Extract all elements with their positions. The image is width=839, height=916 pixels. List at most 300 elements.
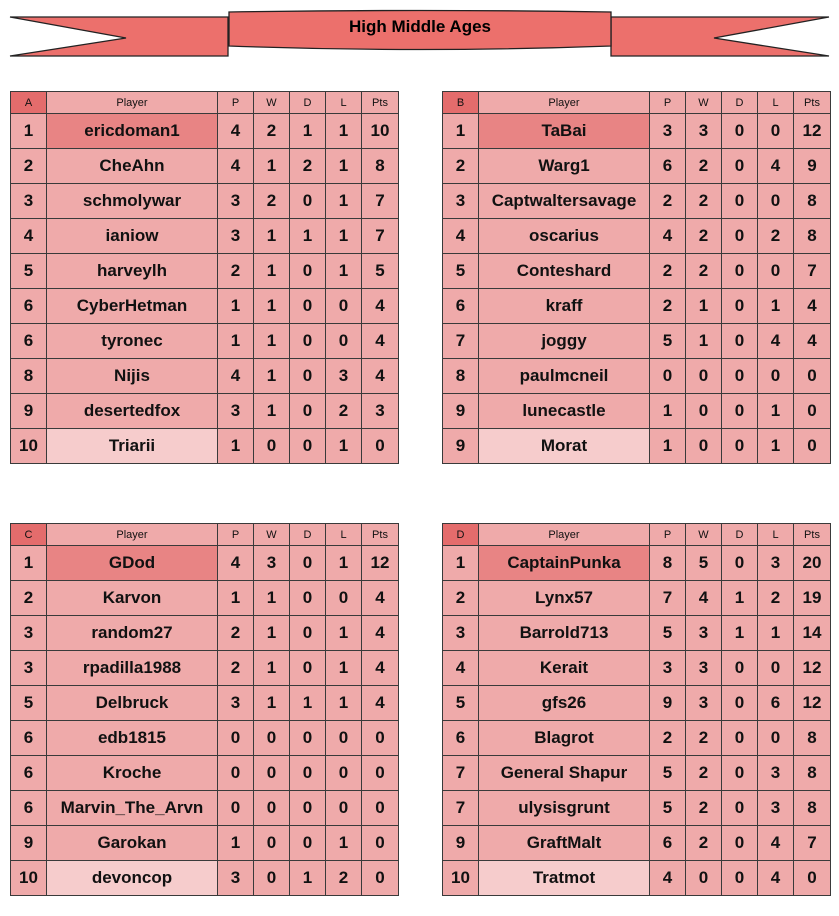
rank-cell: 6 (11, 289, 47, 324)
wins-cell: 3 (686, 686, 722, 721)
losses-cell: 1 (326, 149, 362, 184)
column-header-w: W (254, 92, 290, 114)
losses-cell: 3 (758, 756, 794, 791)
column-header-w: W (686, 92, 722, 114)
points-cell: 0 (794, 359, 831, 394)
rank-cell: 3 (11, 651, 47, 686)
draws-cell: 0 (290, 756, 326, 791)
table-row (443, 721, 831, 756)
draws-cell: 0 (290, 254, 326, 289)
ribbon-tail-left (10, 17, 228, 56)
table-row (11, 114, 399, 149)
page-title: High Middle Ages (349, 17, 491, 36)
group-label: A (11, 92, 47, 114)
column-header-player: Player (479, 92, 650, 114)
draws-cell: 1 (722, 581, 758, 616)
player-name-cell: Garokan (47, 826, 218, 861)
wins-cell: 0 (686, 359, 722, 394)
played-cell: 0 (650, 359, 686, 394)
column-header-player: Player (47, 92, 218, 114)
played-cell: 1 (218, 826, 254, 861)
losses-cell: 2 (758, 219, 794, 254)
table-row (443, 219, 831, 254)
player-name-cell: CheAhn (47, 149, 218, 184)
losses-cell: 1 (326, 184, 362, 219)
draws-cell: 0 (722, 394, 758, 429)
played-cell: 3 (218, 184, 254, 219)
draws-cell: 2 (290, 149, 326, 184)
losses-cell: 3 (758, 791, 794, 826)
player-name-cell: kraff (479, 289, 650, 324)
group-label: B (443, 92, 479, 114)
played-cell: 2 (650, 184, 686, 219)
column-header-l: L (758, 524, 794, 546)
wins-cell: 1 (254, 394, 290, 429)
player-name-cell: Nijis (47, 359, 218, 394)
wins-cell: 1 (254, 149, 290, 184)
player-name-cell: harveylh (47, 254, 218, 289)
column-header-w: W (254, 524, 290, 546)
wins-cell: 1 (254, 289, 290, 324)
points-cell: 4 (362, 651, 399, 686)
draws-cell: 0 (290, 791, 326, 826)
rank-cell: 4 (443, 651, 479, 686)
rank-cell: 3 (443, 616, 479, 651)
points-cell: 4 (362, 686, 399, 721)
rank-cell: 6 (11, 791, 47, 826)
points-cell: 12 (794, 114, 831, 149)
points-cell: 0 (794, 429, 831, 464)
played-cell: 2 (650, 721, 686, 756)
played-cell: 5 (650, 756, 686, 791)
table-row (11, 616, 399, 651)
group-c-table (10, 523, 399, 896)
player-name-cell: ericdoman1 (47, 114, 218, 149)
played-cell: 1 (218, 324, 254, 359)
rank-cell: 6 (11, 721, 47, 756)
player-name-cell: joggy (479, 324, 650, 359)
header-row (11, 92, 399, 114)
points-cell: 0 (794, 394, 831, 429)
wins-cell: 1 (254, 254, 290, 289)
rank-cell: 7 (443, 324, 479, 359)
wins-cell: 3 (686, 616, 722, 651)
player-name-cell: rpadilla1988 (47, 651, 218, 686)
table-row (11, 756, 399, 791)
column-header-d: D (290, 524, 326, 546)
player-name-cell: Barrold713 (479, 616, 650, 651)
player-name-cell: gfs26 (479, 686, 650, 721)
played-cell: 5 (650, 324, 686, 359)
player-name-cell: Conteshard (479, 254, 650, 289)
player-name-cell: Karvon (47, 581, 218, 616)
table-row (11, 651, 399, 686)
draws-cell: 0 (290, 651, 326, 686)
wins-cell: 5 (686, 546, 722, 581)
losses-cell: 0 (758, 254, 794, 289)
losses-cell: 4 (758, 149, 794, 184)
played-cell: 7 (650, 581, 686, 616)
player-name-cell: GraftMalt (479, 826, 650, 861)
played-cell: 4 (650, 861, 686, 896)
draws-cell: 0 (722, 184, 758, 219)
wins-cell: 2 (254, 114, 290, 149)
points-cell: 7 (794, 826, 831, 861)
losses-cell: 1 (326, 254, 362, 289)
column-header-p: P (218, 524, 254, 546)
player-name-cell: edb1815 (47, 721, 218, 756)
rank-cell: 7 (443, 791, 479, 826)
wins-cell: 3 (254, 546, 290, 581)
points-cell: 0 (362, 791, 399, 826)
wins-cell: 2 (686, 254, 722, 289)
table-row (443, 581, 831, 616)
played-cell: 5 (650, 616, 686, 651)
played-cell: 4 (218, 546, 254, 581)
rank-cell: 6 (11, 756, 47, 791)
losses-cell: 2 (326, 394, 362, 429)
player-name-cell: Kroche (47, 756, 218, 791)
points-cell: 0 (362, 861, 399, 896)
player-name-cell: random27 (47, 616, 218, 651)
table-row (443, 254, 831, 289)
header-row (443, 524, 831, 546)
draws-cell: 0 (722, 219, 758, 254)
played-cell: 6 (650, 149, 686, 184)
points-cell: 0 (362, 756, 399, 791)
losses-cell: 1 (326, 546, 362, 581)
draws-cell: 0 (722, 114, 758, 149)
losses-cell: 0 (326, 581, 362, 616)
draws-cell: 0 (722, 546, 758, 581)
column-header-l: L (326, 524, 362, 546)
rank-cell: 4 (11, 219, 47, 254)
player-name-cell: Morat (479, 429, 650, 464)
table-row (443, 429, 831, 464)
points-cell: 9 (794, 149, 831, 184)
column-header-pts: Pts (794, 524, 831, 546)
table-row (443, 826, 831, 861)
ribbon-tail-right (611, 17, 829, 56)
played-cell: 1 (218, 289, 254, 324)
points-cell: 0 (362, 721, 399, 756)
wins-cell: 0 (254, 721, 290, 756)
points-cell: 4 (362, 581, 399, 616)
player-name-cell: desertedfox (47, 394, 218, 429)
player-name-cell: Triarii (47, 429, 218, 464)
points-cell: 7 (362, 219, 399, 254)
points-cell: 7 (794, 254, 831, 289)
played-cell: 1 (650, 394, 686, 429)
wins-cell: 0 (254, 429, 290, 464)
losses-cell: 0 (758, 114, 794, 149)
player-name-cell: General Shapur (479, 756, 650, 791)
player-name-cell: CyberHetman (47, 289, 218, 324)
wins-cell: 1 (686, 289, 722, 324)
player-name-cell: lunecastle (479, 394, 650, 429)
points-cell: 4 (794, 289, 831, 324)
rank-cell: 3 (11, 184, 47, 219)
losses-cell: 4 (758, 861, 794, 896)
losses-cell: 1 (758, 429, 794, 464)
table-row (11, 219, 399, 254)
table-row (443, 861, 831, 896)
losses-cell: 0 (326, 721, 362, 756)
rank-cell: 5 (443, 686, 479, 721)
table-row (11, 429, 399, 464)
draws-cell: 0 (722, 324, 758, 359)
wins-cell: 2 (686, 184, 722, 219)
rank-cell: 5 (11, 686, 47, 721)
draws-cell: 1 (290, 686, 326, 721)
points-cell: 12 (362, 546, 399, 581)
table-row (11, 254, 399, 289)
rank-cell: 10 (11, 429, 47, 464)
played-cell: 3 (218, 861, 254, 896)
table-row (443, 686, 831, 721)
wins-cell: 1 (254, 324, 290, 359)
column-header-d: D (722, 92, 758, 114)
losses-cell: 6 (758, 686, 794, 721)
losses-cell: 0 (326, 324, 362, 359)
wins-cell: 0 (686, 429, 722, 464)
player-name-cell: Marvin_The_Arvn (47, 791, 218, 826)
losses-cell: 0 (326, 289, 362, 324)
column-header-p: P (218, 92, 254, 114)
wins-cell: 1 (254, 686, 290, 721)
played-cell: 3 (218, 686, 254, 721)
group-label: D (443, 524, 479, 546)
points-cell: 8 (794, 791, 831, 826)
rank-cell: 10 (443, 861, 479, 896)
wins-cell: 0 (254, 826, 290, 861)
table-row (443, 324, 831, 359)
losses-cell: 1 (758, 616, 794, 651)
column-header-l: L (326, 92, 362, 114)
losses-cell: 0 (326, 756, 362, 791)
wins-cell: 1 (254, 219, 290, 254)
draws-cell: 0 (722, 359, 758, 394)
group-label: C (11, 524, 47, 546)
draws-cell: 0 (290, 324, 326, 359)
rank-cell: 8 (11, 359, 47, 394)
column-header-pts: Pts (362, 524, 399, 546)
draws-cell: 0 (722, 254, 758, 289)
wins-cell: 2 (686, 826, 722, 861)
table-row (11, 721, 399, 756)
played-cell: 3 (650, 114, 686, 149)
column-header-p: P (650, 524, 686, 546)
column-header-d: D (722, 524, 758, 546)
played-cell: 2 (650, 289, 686, 324)
table-row (11, 149, 399, 184)
draws-cell: 1 (290, 861, 326, 896)
draws-cell: 0 (290, 826, 326, 861)
losses-cell: 4 (758, 826, 794, 861)
losses-cell: 4 (758, 324, 794, 359)
player-name-cell: Warg1 (479, 149, 650, 184)
player-name-cell: Kerait (479, 651, 650, 686)
wins-cell: 0 (686, 861, 722, 896)
rank-cell: 6 (443, 721, 479, 756)
rank-cell: 3 (11, 616, 47, 651)
wins-cell: 2 (686, 721, 722, 756)
draws-cell: 0 (722, 861, 758, 896)
rank-cell: 9 (11, 826, 47, 861)
player-name-cell: Delbruck (47, 686, 218, 721)
played-cell: 0 (218, 756, 254, 791)
table-row (11, 581, 399, 616)
wins-cell: 1 (254, 616, 290, 651)
draws-cell: 0 (290, 359, 326, 394)
losses-cell: 0 (758, 184, 794, 219)
table-row (11, 394, 399, 429)
table-row (443, 651, 831, 686)
played-cell: 4 (650, 219, 686, 254)
table-row (11, 686, 399, 721)
wins-cell: 2 (686, 149, 722, 184)
rank-cell: 3 (443, 184, 479, 219)
losses-cell: 1 (326, 114, 362, 149)
table-row (11, 184, 399, 219)
played-cell: 1 (218, 429, 254, 464)
losses-cell: 1 (326, 651, 362, 686)
player-name-cell: GDod (47, 546, 218, 581)
points-cell: 4 (362, 289, 399, 324)
played-cell: 3 (650, 651, 686, 686)
table-row (11, 861, 399, 896)
draws-cell: 0 (290, 546, 326, 581)
points-cell: 8 (794, 184, 831, 219)
rank-cell: 6 (443, 289, 479, 324)
player-name-cell: Lynx57 (479, 581, 650, 616)
draws-cell: 1 (722, 616, 758, 651)
played-cell: 8 (650, 546, 686, 581)
losses-cell: 1 (758, 394, 794, 429)
points-cell: 19 (794, 581, 831, 616)
player-name-cell: Blagrot (479, 721, 650, 756)
draws-cell: 0 (290, 581, 326, 616)
rank-cell: 4 (443, 219, 479, 254)
table-row (11, 826, 399, 861)
player-name-cell: schmolywar (47, 184, 218, 219)
draws-cell: 0 (290, 289, 326, 324)
rank-cell: 1 (11, 114, 47, 149)
rank-cell: 1 (443, 114, 479, 149)
wins-cell: 4 (686, 581, 722, 616)
points-cell: 20 (794, 546, 831, 581)
player-name-cell: paulmcneil (479, 359, 650, 394)
points-cell: 4 (362, 359, 399, 394)
draws-cell: 0 (722, 429, 758, 464)
group-a-table (10, 91, 399, 464)
player-name-cell: Tratmot (479, 861, 650, 896)
played-cell: 4 (218, 359, 254, 394)
player-name-cell: CaptainPunka (479, 546, 650, 581)
draws-cell: 0 (290, 616, 326, 651)
rank-cell: 2 (11, 581, 47, 616)
losses-cell: 2 (758, 581, 794, 616)
player-name-cell: oscarius (479, 219, 650, 254)
draws-cell: 0 (722, 686, 758, 721)
wins-cell: 3 (686, 651, 722, 686)
rank-cell: 1 (11, 546, 47, 581)
player-name-cell: Captwaltersavage (479, 184, 650, 219)
draws-cell: 0 (290, 721, 326, 756)
rank-cell: 9 (11, 394, 47, 429)
draws-cell: 1 (290, 219, 326, 254)
losses-cell: 0 (758, 651, 794, 686)
played-cell: 1 (218, 581, 254, 616)
wins-cell: 2 (254, 184, 290, 219)
draws-cell: 0 (722, 756, 758, 791)
player-name-cell: ianiow (47, 219, 218, 254)
header-row (11, 524, 399, 546)
points-cell: 0 (794, 861, 831, 896)
column-header-p: P (650, 92, 686, 114)
draws-cell: 0 (722, 826, 758, 861)
rank-cell: 2 (11, 149, 47, 184)
points-cell: 8 (362, 149, 399, 184)
losses-cell: 3 (758, 546, 794, 581)
points-cell: 10 (362, 114, 399, 149)
losses-cell: 0 (326, 791, 362, 826)
points-cell: 4 (362, 324, 399, 359)
table-row (11, 791, 399, 826)
column-header-l: L (758, 92, 794, 114)
draws-cell: 0 (722, 791, 758, 826)
losses-cell: 1 (326, 616, 362, 651)
rank-cell: 9 (443, 826, 479, 861)
player-name-cell: tyronec (47, 324, 218, 359)
table-row (443, 394, 831, 429)
points-cell: 14 (794, 616, 831, 651)
table-row (443, 359, 831, 394)
table-row (443, 184, 831, 219)
played-cell: 2 (218, 616, 254, 651)
player-name-cell: TaBai (479, 114, 650, 149)
table-row (443, 149, 831, 184)
points-cell: 0 (362, 429, 399, 464)
draws-cell: 0 (290, 394, 326, 429)
points-cell: 8 (794, 219, 831, 254)
played-cell: 0 (218, 721, 254, 756)
table-row (11, 289, 399, 324)
player-name-cell: devoncop (47, 861, 218, 896)
points-cell: 0 (362, 826, 399, 861)
table-row (443, 546, 831, 581)
played-cell: 9 (650, 686, 686, 721)
column-header-d: D (290, 92, 326, 114)
played-cell: 4 (218, 114, 254, 149)
wins-cell: 0 (254, 756, 290, 791)
draws-cell: 0 (722, 721, 758, 756)
rank-cell: 9 (443, 394, 479, 429)
points-cell: 12 (794, 686, 831, 721)
points-cell: 8 (794, 721, 831, 756)
rank-cell: 8 (443, 359, 479, 394)
wins-cell: 0 (254, 791, 290, 826)
column-header-w: W (686, 524, 722, 546)
table-row (443, 756, 831, 791)
wins-cell: 1 (254, 581, 290, 616)
rank-cell: 7 (443, 756, 479, 791)
wins-cell: 2 (686, 756, 722, 791)
wins-cell: 0 (686, 394, 722, 429)
played-cell: 3 (218, 219, 254, 254)
group-b-table (442, 91, 831, 464)
points-cell: 7 (362, 184, 399, 219)
